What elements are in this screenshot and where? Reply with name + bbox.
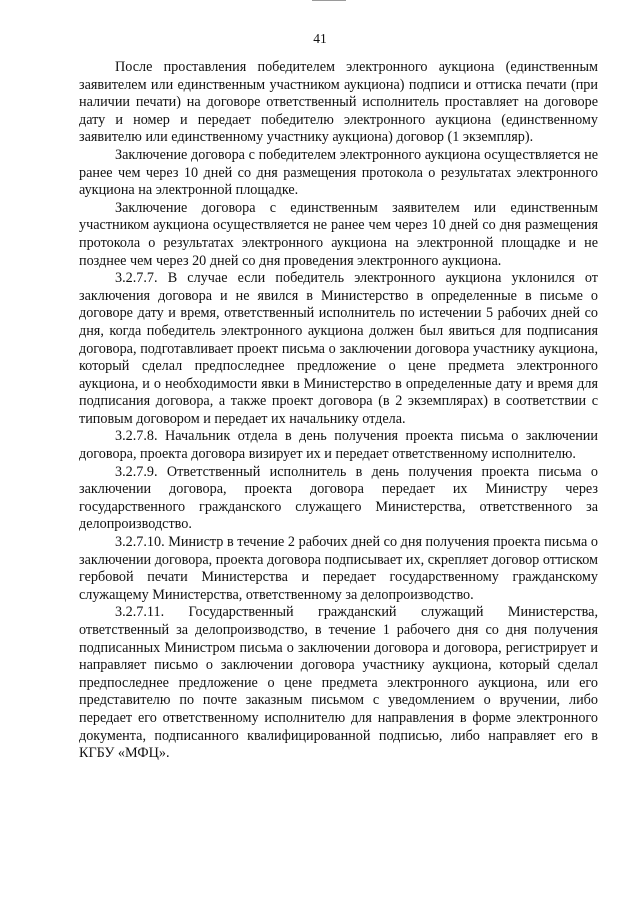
paragraph-3-2-7-10: 3.2.7.10. Министр в течение 2 рабочих дней со дня получения проекта письма о заключении договора, проекта договора подписывает их, скрепляет договор оттиском гербовой печати Министерства и передает государственному гражданскому служащему Министерства, ответственному за делопроизводство. bbox=[79, 534, 598, 603]
page-number: 41 bbox=[313, 31, 327, 46]
paragraph-contract-with-single-participant: Заключение договора с единственным заявителем или единственным участником аукциона осуществляется не ранее чем через 10 дней со дня размещения протокола о результатах электронного аукциона на электронной площадке и не позднее чем через 20 дней со дня проведения электронного аукциона. bbox=[79, 199, 598, 269]
paragraph-3-2-7-8: 3.2.7.8. Начальник отдела в день получения проекта письма о заключении договора, проекта договора визирует их и передает ответственному исполнителю. bbox=[79, 428, 598, 463]
paragraph-contract-with-winner: Заключение договора с победителем электронного аукциона осуществляется не ранее чем через 10 дней со дня размещения протокола о результатах электронного аукциона на электронной площадке. bbox=[79, 146, 598, 199]
paragraph-3-2-7-7: 3.2.7.7. В случае если победитель электронного аукциона уклонился от заключения договора и не явился в Министерство в определенные в письме о договоре дату и время, ответственный исполнитель по истечении 5 рабочих дней со дня, когда победитель электронного аукциона должен был явиться для подписания договора, подготавливает проект письма о заключении договора участнику аукциона, который сделал предпоследнее предложение о цене предмета электронного аукциона, и о необходимости явки в Министерство в определенные дату и время для подписания договора, а также проект договора (в 2 экземплярах) в соответствии с типовым договором и передает их начальнику отдела. bbox=[79, 270, 598, 427]
top-edge-mark bbox=[312, 0, 346, 1]
paragraph-3-2-7-9: 3.2.7.9. Ответственный исполнитель в день получения проекта письма о заключении договора, проекта договора передает их Министру через государственного гражданского служащего Министерства, ответственного за делопроизводство. bbox=[79, 463, 598, 533]
document-body bbox=[79, 59, 598, 763]
paragraph-3-2-7-11: 3.2.7.11. Государственный гражданский служащий Министерства, ответственный за делопроизводство, в течение 1 рабочего дня со дня получения подписанных Министром письма о заключении договора и договора, регистрирует и направляет письмо о заключении договора участнику аукциона, который сделал предпоследнее предложение о цене предмета электронного аукциона, или его представителю по почте заказным письмом с уведомлением о вручении, либо передает его ответственному исполнителю для направления в форме электронного документа, подписанного квалифицированной подписью, либо направляет его в КГБУ «МФЦ». bbox=[79, 604, 598, 762]
paragraph-signing-by-winner: После проставления победителем электронного аукциона (единственным заявителем или единственным участником аукциона) подписи и оттиска печати (при наличии печати) на договоре ответственный исполнитель проставляет на договоре дату и номер и передает победителю электронного аукциона (единственному заявителю или единственному участнику аукциона) договор (1 экземпляр). bbox=[79, 59, 598, 146]
